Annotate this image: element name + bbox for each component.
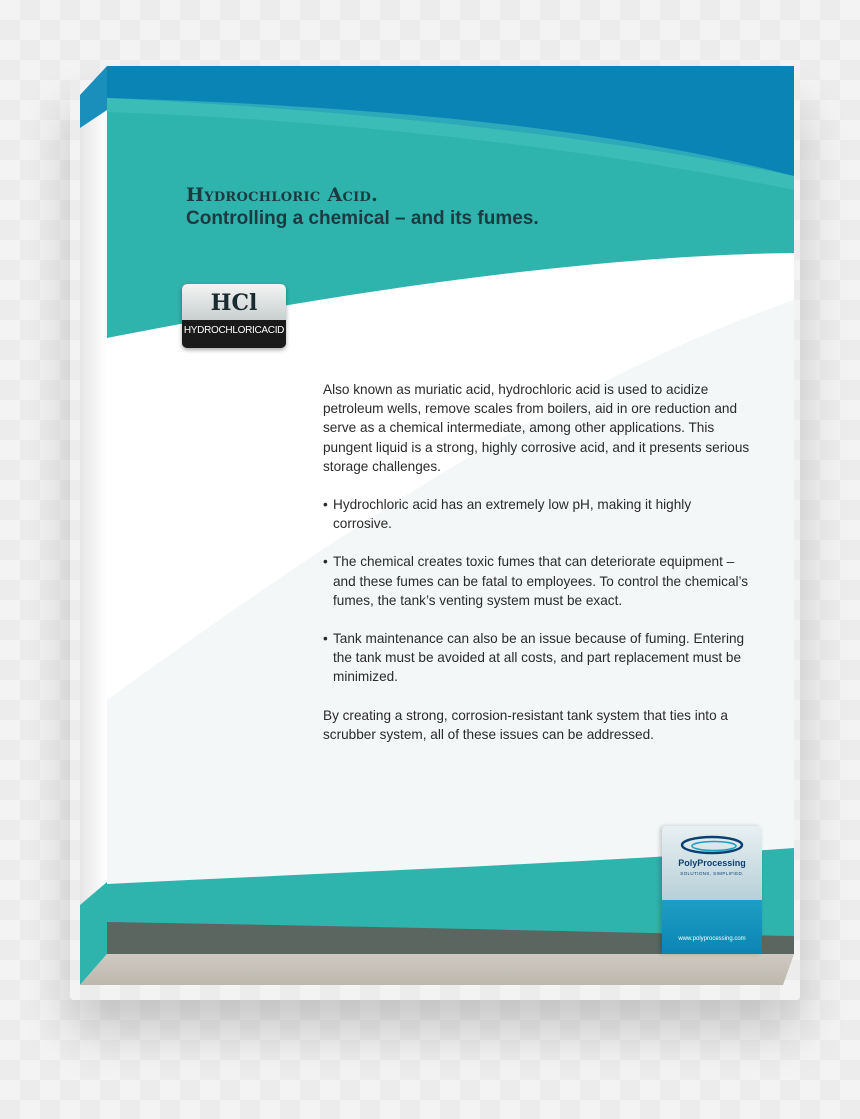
hcl-formula: HCl bbox=[182, 284, 286, 320]
bullet-text: Hydrochloric acid has an extremely low pH, making it highly corrosive. bbox=[333, 497, 692, 532]
document-title: Hydrochloric Acid. bbox=[186, 184, 379, 206]
page-edge-bottom bbox=[80, 954, 794, 985]
bullet-item bbox=[323, 629, 753, 687]
hcl-badge bbox=[182, 284, 286, 348]
bullet-text: The chemical creates toxic fumes that can deteriorate equipment – and these fumes can be fatal to employees. To control the chemical’s fumes, the tank’s venting system must be exact. bbox=[333, 554, 749, 608]
conclusion-paragraph: By creating a strong, corrosion-resistant tank system that ties into a scrubber system, all of these issues can be addressed. bbox=[323, 707, 728, 742]
bullet-dot: • bbox=[323, 497, 328, 513]
bullet-item bbox=[323, 495, 753, 533]
bullet-text: Tank maintenance can also be an issue because of fuming. Entering the tank must be avoided at all costs, and part replacement must be minimized. bbox=[333, 631, 745, 685]
document-subtitle: Controlling a chemical – and its fumes. bbox=[186, 208, 539, 229]
bullet-dot: • bbox=[323, 631, 328, 647]
body-text bbox=[323, 380, 753, 763]
book-spine bbox=[80, 66, 107, 985]
website-url: www.polyprocessing.com bbox=[678, 936, 746, 942]
hcl-name: HYDROCHLORICACID bbox=[183, 325, 285, 336]
logo-name: PolyProcessing bbox=[678, 858, 746, 868]
intro-paragraph: Also known as muriatic acid, hydrochloric acid is used to acidize petroleum wells, remove scales from boilers, aid in ore reduction and serve as a chemical intermediate, among other applications. This pungent liquid is a strong, highly corrosive acid, and it presents serious storage challenges. bbox=[323, 382, 750, 474]
bullet-dot: • bbox=[323, 554, 328, 570]
logo-tagline: SOLUTIONS, SIMPLIFIED. bbox=[680, 871, 744, 876]
swoosh-logo-icon bbox=[680, 834, 744, 856]
logo-blue-panel bbox=[662, 900, 762, 954]
polyprocessing-logo-card bbox=[662, 826, 762, 954]
logo-area bbox=[662, 826, 762, 900]
bullet-item bbox=[323, 552, 753, 610]
bullet-list bbox=[323, 495, 753, 687]
